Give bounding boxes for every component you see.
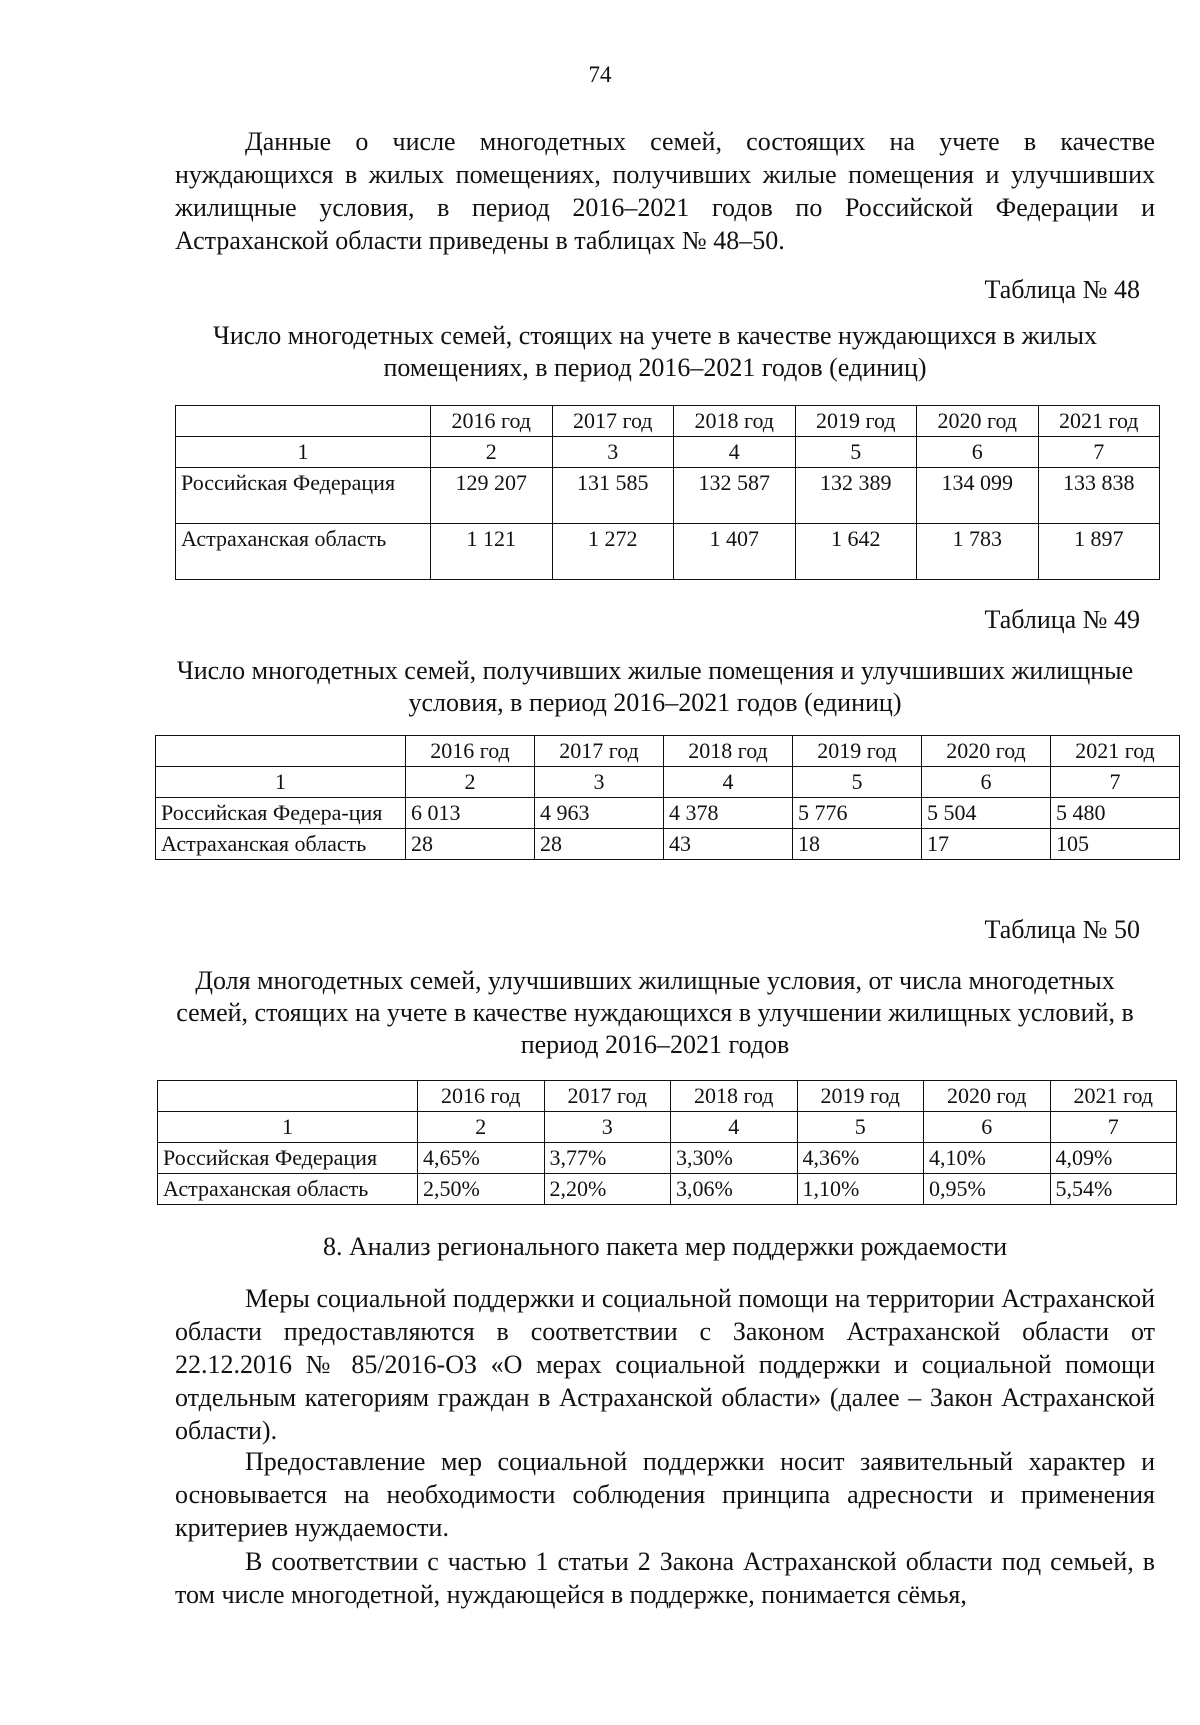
index-cell: 4 xyxy=(664,767,793,798)
header-cell-year: 2019 год xyxy=(793,736,922,767)
table-50-index-row xyxy=(158,1112,1177,1143)
table-49-number: Таблица № 49 xyxy=(984,605,1140,634)
section-heading: 8. Анализ регионального пакета мер поддержки рождаемости xyxy=(322,1232,1008,1261)
data-cell: 4,65% xyxy=(418,1143,545,1174)
header-cell-year: 2018 год xyxy=(674,406,796,437)
index-cell: 3 xyxy=(544,1112,671,1143)
data-cell: 3,77% xyxy=(544,1143,671,1174)
data-cell: 1 642 xyxy=(795,524,917,580)
data-cell: 28 xyxy=(535,829,664,860)
index-cell: 4 xyxy=(674,437,796,468)
body-paragraph: В соответствии с частью 1 статьи 2 Закона Астраханской области под семьей, в том числе многодетной, нуждающейся в поддержке, понимается сёмья, xyxy=(175,1547,1155,1609)
header-cell-year: 2017 год xyxy=(544,1081,671,1112)
table-row xyxy=(156,798,1180,829)
data-cell: 1 407 xyxy=(674,524,796,580)
data-cell: 1 121 xyxy=(431,524,553,580)
table-row xyxy=(156,829,1180,860)
index-cell: 6 xyxy=(924,1112,1051,1143)
data-cell: 4,09% xyxy=(1050,1143,1177,1174)
data-cell: 129 207 xyxy=(431,468,553,524)
row-label: Астраханская область xyxy=(158,1174,418,1205)
data-cell: 134 099 xyxy=(917,468,1039,524)
table-50-caption: Доля многодетных семей, улучшивших жилищные условия, от числа многодетных семей, стоящих на учете в качестве нуждающихся в улучшении жилищных условий, в период 2016–2021 годов xyxy=(176,966,1134,1059)
data-cell: 5 504 xyxy=(922,798,1051,829)
table-row xyxy=(158,1174,1177,1205)
index-cell: 3 xyxy=(535,767,664,798)
table-row xyxy=(158,1143,1177,1174)
row-label: Российская Федера-ция xyxy=(156,798,406,829)
table-row xyxy=(176,524,1160,580)
data-cell: 5,54% xyxy=(1050,1174,1177,1205)
data-cell: 5 480 xyxy=(1051,798,1180,829)
index-cell: 2 xyxy=(418,1112,545,1143)
index-cell: 5 xyxy=(795,437,917,468)
header-cell-year: 2016 год xyxy=(406,736,535,767)
table-48-caption: Число многодетных семей, стоящих на учете в качестве нуждающихся в жилых помещениях, в период 2016–2021 годов (единиц) xyxy=(212,321,1098,382)
table-48-number: Таблица № 48 xyxy=(984,275,1140,304)
data-cell: 2,20% xyxy=(544,1174,671,1205)
data-cell: 43 xyxy=(664,829,793,860)
table-row xyxy=(176,468,1160,524)
data-cell: 133 838 xyxy=(1038,468,1160,524)
header-cell-year: 2017 год xyxy=(552,406,674,437)
data-cell: 0,95% xyxy=(924,1174,1051,1205)
row-label: Астраханская область xyxy=(156,829,406,860)
index-cell: 5 xyxy=(793,767,922,798)
data-cell: 5 776 xyxy=(793,798,922,829)
row-label: Российская Федерация xyxy=(158,1143,418,1174)
data-cell: 3,30% xyxy=(671,1143,798,1174)
table-50 xyxy=(157,1080,1177,1205)
data-cell: 2,50% xyxy=(418,1174,545,1205)
index-cell: 6 xyxy=(922,767,1051,798)
index-cell: 2 xyxy=(406,767,535,798)
header-cell-empty xyxy=(158,1081,418,1112)
header-cell-year: 2017 год xyxy=(535,736,664,767)
data-cell: 131 585 xyxy=(552,468,674,524)
table-49-header-row xyxy=(156,736,1180,767)
header-cell-year: 2016 год xyxy=(418,1081,545,1112)
index-cell: 7 xyxy=(1051,767,1180,798)
header-cell-year: 2021 год xyxy=(1051,736,1180,767)
table-50-number: Таблица № 50 xyxy=(984,915,1140,944)
header-cell-empty xyxy=(176,406,431,437)
index-cell: 6 xyxy=(917,437,1039,468)
table-48-index-row xyxy=(176,437,1160,468)
index-cell: 2 xyxy=(431,437,553,468)
body-paragraph: Предоставление мер социальной поддержки носит заявительный характер и основывается на необходимости соблюдения принципа адресности и применения критериев нуждаемости. xyxy=(175,1447,1155,1542)
header-cell-year: 2020 год xyxy=(922,736,1051,767)
header-cell-year: 2019 год xyxy=(797,1081,924,1112)
data-cell: 28 xyxy=(406,829,535,860)
header-cell-year: 2018 год xyxy=(664,736,793,767)
body-paragraph: Меры социальной поддержки и социальной помощи на территории Астраханской области предоставляются в соответствии с Законом Астраханской области от 22.12.2016 № 85/2016-ОЗ «О мерах социальной поддержки и социальной помощи отдельным категориям граждан в Астраханской области» (далее – Закон Астраханской области). xyxy=(175,1284,1155,1445)
header-cell-empty xyxy=(156,736,406,767)
data-cell: 4 378 xyxy=(664,798,793,829)
table-49-caption: Число многодетных семей, получивших жилые помещения и улучшивших жилищные условия, в период 2016–2021 годов (единиц) xyxy=(176,656,1134,717)
index-cell: 3 xyxy=(552,437,674,468)
data-cell: 1 272 xyxy=(552,524,674,580)
index-cell: 7 xyxy=(1050,1112,1177,1143)
header-cell-year: 2020 год xyxy=(917,406,1039,437)
index-cell: 7 xyxy=(1038,437,1160,468)
table-50-header-row xyxy=(158,1081,1177,1112)
data-cell: 1 897 xyxy=(1038,524,1160,580)
table-48-header-row xyxy=(176,406,1160,437)
header-cell-year: 2021 год xyxy=(1038,406,1160,437)
data-cell: 6 013 xyxy=(406,798,535,829)
table-48 xyxy=(175,405,1160,580)
index-cell: 1 xyxy=(156,767,406,798)
header-cell-year: 2018 год xyxy=(671,1081,798,1112)
data-cell: 4,36% xyxy=(797,1143,924,1174)
page-number: 74 xyxy=(588,62,612,87)
table-49 xyxy=(155,735,1180,860)
index-cell: 1 xyxy=(176,437,431,468)
data-cell: 132 587 xyxy=(674,468,796,524)
index-cell: 4 xyxy=(671,1112,798,1143)
header-cell-year: 2016 год xyxy=(431,406,553,437)
index-cell: 5 xyxy=(797,1112,924,1143)
row-label: Российская Федерация xyxy=(176,468,431,524)
data-cell: 18 xyxy=(793,829,922,860)
header-cell-year: 2021 год xyxy=(1050,1081,1177,1112)
index-cell: 1 xyxy=(158,1112,418,1143)
data-cell: 1,10% xyxy=(797,1174,924,1205)
data-cell: 17 xyxy=(922,829,1051,860)
data-cell: 1 783 xyxy=(917,524,1039,580)
header-cell-year: 2020 год xyxy=(924,1081,1051,1112)
data-cell: 4,10% xyxy=(924,1143,1051,1174)
data-cell: 105 xyxy=(1051,829,1180,860)
header-cell-year: 2019 год xyxy=(795,406,917,437)
row-label: Астраханская область xyxy=(176,524,431,580)
intro-paragraph: Данные о числе многодетных семей, состоящих на учете в качестве нуждающихся в жилых помещениях, получивших жилые помещения и улучшивших жилищные условия, в период 2016–2021 годов по Российской Федерации и Астраханской области приведены в таблицах № 48–50. xyxy=(175,127,1155,255)
data-cell: 3,06% xyxy=(671,1174,798,1205)
data-cell: 132 389 xyxy=(795,468,917,524)
data-cell: 4 963 xyxy=(535,798,664,829)
table-49-index-row xyxy=(156,767,1180,798)
